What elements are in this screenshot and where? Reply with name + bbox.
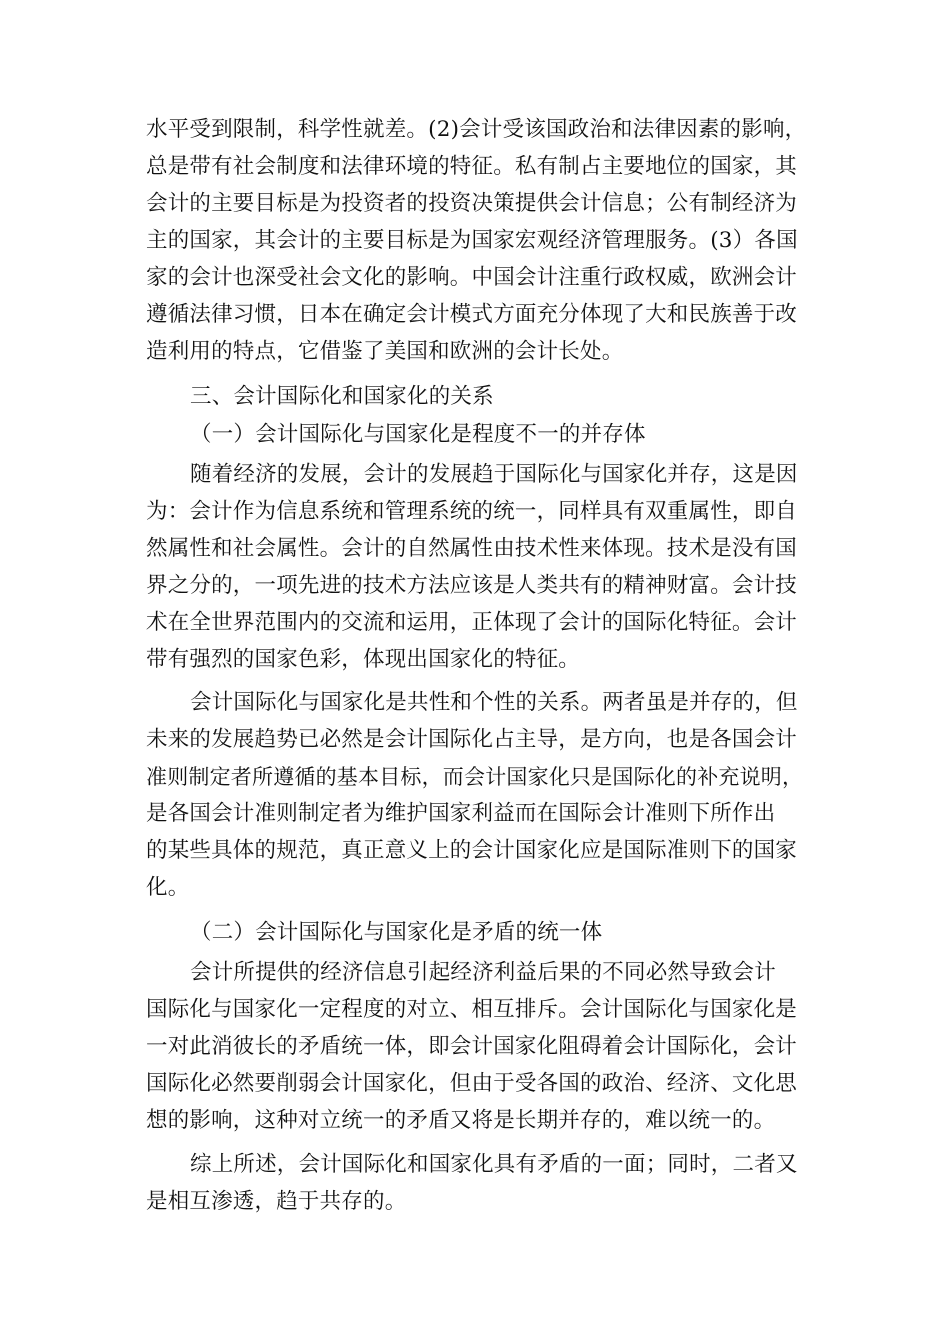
text-line: 主的国家，其会计的主要目标是为国家宏观经济管理服务。(3）各国 [146, 228, 798, 253]
text-line: 是相互渗透，趋于共存的。 [146, 1189, 407, 1214]
text-line: 会计的主要目标是为投资者的投资决策提供会计信息；公有制经济为 [146, 191, 798, 216]
subsection-heading: （二）会计国际化与国家化是矛盾的统一体 [190, 920, 603, 945]
text-line: 带有强烈的国家色彩，体现出国家化的特征。 [146, 647, 581, 672]
text-line: 术在全世界范围内的交流和运用，正体现了会计的国际化特征。会计 [146, 610, 798, 635]
text-line: 综上所述，会计国际化和国家化具有矛盾的一面；同时，二者又 [190, 1152, 798, 1177]
text-line: 随着经济的发展，会计的发展趋于国际化与国家化并存，这是因 [190, 462, 798, 487]
text-line: 化。 [146, 875, 190, 900]
text-line: 总是带有社会制度和法律环境的特征。私有制占主要地位的国家，其 [146, 154, 798, 179]
subsection-heading: （一）会计国际化与国家化是程度不一的并存体 [190, 422, 646, 447]
text-line: 会计所提供的经济信息引起经济利益后果的不同必然导致会计 [190, 960, 776, 985]
text-line: 造利用的特点，它借鉴了美国和欧洲的会计长处。 [146, 339, 624, 364]
text-line: 家的会计也深受社会文化的影响。中国会计注重行政权威，欧洲会计 [146, 265, 798, 290]
text-line: 想的影响，这种对立统一的矛盾又将是长期并存的，难以统一的。 [146, 1108, 776, 1133]
text-line: 然属性和社会属性。会计的自然属性由技术性来体现。技术是没有国 [146, 536, 798, 561]
text-line: 国际化与国家化一定程度的对立、相互排斥。会计国际化与国家化是 [146, 997, 798, 1022]
text-line: 遵循法律习惯，日本在确定会计模式方面充分体现了大和民族善于改 [146, 302, 798, 327]
text-line: 会计国际化与国家化是共性和个性的关系。两者虽是并存的，但 [190, 690, 798, 715]
text-line: 是各国会计准则制定者为维护国家利益而在国际会计准则下所作出 [146, 801, 776, 826]
text-line: 界之分的，一项先进的技术方法应该是人类共有的精神财富。会计技 [146, 573, 798, 598]
text-line: 准则制定者所遵循的基本目标，而会计国家化只是国际化的补充说明， [146, 765, 804, 789]
text-line: 为：会计作为信息系统和管理系统的统一，同样具有双重属性，即自 [146, 499, 798, 524]
text-line: 一对此消彼长的矛盾统一体，即会计国家化阻碍着会计国际化，会计 [146, 1034, 798, 1059]
text-line: 未来的发展趋势已必然是会计国际化占主导，是方向，也是各国会计 [146, 727, 798, 752]
text-line: 国际化必然要削弱会计国家化，但由于受各国的政治、经济、文化思 [146, 1071, 798, 1096]
text-line: 水平受到限制，科学性就差。(2)会计受该国政治和法律因素的影响， [146, 117, 807, 142]
section-heading: 三、会计国际化和国家化的关系 [190, 384, 494, 409]
text-line: 的某些具体的规范，真正意义上的会计国家化应是国际准则下的国家 [146, 838, 798, 863]
